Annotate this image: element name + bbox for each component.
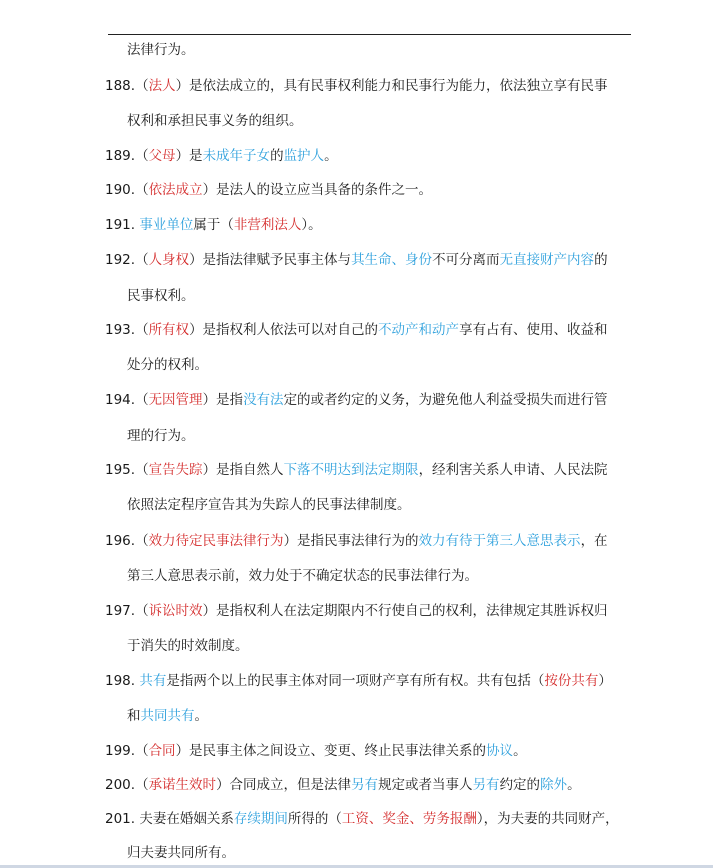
text-run: 归夫妻共同所有。 xyxy=(127,845,235,861)
text-line xyxy=(105,390,608,410)
key-phrase: 不动产和动产 xyxy=(378,322,460,338)
text-run: 188. xyxy=(105,78,136,94)
answer-term: 无因管理 xyxy=(148,392,203,408)
key-phrase: 效力有待于第三人意思表示 xyxy=(418,533,581,549)
text-line xyxy=(105,601,608,621)
text-run: 的 xyxy=(594,252,608,268)
text-run: 195. xyxy=(105,462,136,478)
text-run: 依照法定程序宣告其为失踪人的民事法律制度。 xyxy=(127,497,411,513)
text-run: （ xyxy=(135,603,149,619)
text-run: ）是法人的设立应当具备的条件之一。 xyxy=(202,182,433,198)
text-line xyxy=(127,426,195,446)
text-run: （ xyxy=(135,462,149,478)
text-line xyxy=(105,775,581,795)
text-run: 191. xyxy=(105,217,140,233)
text-run: 。 xyxy=(567,777,581,793)
text-run: 享有占有、使用、收益和 xyxy=(459,322,608,338)
text-run: 。 xyxy=(324,148,338,164)
text-run: 权利和承担民事义务的组织。 xyxy=(127,113,303,129)
text-run: 是指两个以上的民事主体对同一项财产享有所有权。共有包括（ xyxy=(166,673,545,689)
text-line xyxy=(105,809,619,829)
text-run: 民事权利。 xyxy=(127,288,195,304)
text-run: 201. xyxy=(105,811,140,827)
text-line xyxy=(105,741,527,761)
text-line xyxy=(105,146,338,166)
key-phrase: 其生命、身份 xyxy=(351,252,433,268)
text-run: 理的行为。 xyxy=(127,428,195,444)
text-run: 和 xyxy=(127,708,141,724)
text-run: 属于（ xyxy=(193,217,234,233)
text-run: 处分的权利。 xyxy=(127,357,208,373)
text-line xyxy=(127,843,235,863)
text-run: （ xyxy=(135,743,149,759)
text-run: 197. xyxy=(105,603,136,619)
answer-term: 法人 xyxy=(148,78,176,94)
answer-term: 依法成立 xyxy=(148,182,203,198)
text-run: ）是 xyxy=(175,148,203,164)
key-phrase: 另有 xyxy=(472,777,500,793)
text-run: ）是指自然人 xyxy=(202,462,284,478)
text-line xyxy=(127,636,249,656)
text-run: ）是指权利人在法定期限内不行使自己的权利，法律规定其胜诉权归 xyxy=(202,603,608,619)
text-run: 第三人意思表示前，效力处于不确定状态的民事法律行为。 xyxy=(127,568,478,584)
text-run: 于消失的时效制度。 xyxy=(127,638,249,654)
key-phrase: 下落不明达到法定期限 xyxy=(283,462,419,478)
text-line xyxy=(105,250,608,270)
text-run: （ xyxy=(135,777,149,793)
answer-term: 诉讼时效 xyxy=(148,603,203,619)
text-line xyxy=(105,215,322,235)
text-run: 196. xyxy=(105,533,136,549)
text-run: 夫妻在婚姻关系 xyxy=(139,811,234,827)
key-phrase: 除外 xyxy=(540,777,568,793)
header-rule xyxy=(108,34,631,35)
text-line xyxy=(105,531,608,551)
text-run: 193. xyxy=(105,322,136,338)
text-run: 所得的（ xyxy=(287,811,342,827)
key-phrase: 事业单位 xyxy=(139,217,194,233)
text-run: （ xyxy=(135,392,149,408)
text-run: ）是指 xyxy=(202,392,244,408)
text-line xyxy=(105,671,612,691)
key-phrase: 另有 xyxy=(351,777,379,793)
text-run: 规定或者当事人 xyxy=(378,777,473,793)
key-phrase: 未成年子女 xyxy=(202,148,271,164)
answer-term: 工资、奖金、劳务报酬 xyxy=(341,811,477,827)
text-run: （ xyxy=(135,252,149,268)
answer-term: 合同 xyxy=(148,743,176,759)
key-phrase: 监护人 xyxy=(283,148,325,164)
text-run: 194. xyxy=(105,392,136,408)
text-run: 约定的 xyxy=(499,777,541,793)
text-run: 法律行为。 xyxy=(127,42,195,58)
text-line xyxy=(127,355,208,375)
text-run: 定的或者约定的义务，为避免他人利益受损失而进行管 xyxy=(283,392,608,408)
text-run: 。 xyxy=(513,743,527,759)
text-run: 不可分离而 xyxy=(432,252,500,268)
text-line xyxy=(105,460,608,480)
text-line xyxy=(127,286,195,306)
text-run: ）是依法成立的，具有民事权利能力和民事行为能力，依法独立享有民事 xyxy=(175,78,608,94)
text-line xyxy=(105,320,608,340)
answer-term: 效力待定民事法律行为 xyxy=(148,533,284,549)
key-phrase: 存续期间 xyxy=(233,811,288,827)
answer-term: 人身权 xyxy=(148,252,190,268)
text-run: 。 xyxy=(194,708,208,724)
key-phrase: 无直接财产内容 xyxy=(499,252,595,268)
text-line xyxy=(105,76,608,96)
text-line xyxy=(127,40,195,60)
text-run: （ xyxy=(135,533,149,549)
answer-term: 宣告失踪 xyxy=(148,462,203,478)
answer-term: 按份共有 xyxy=(544,673,599,689)
text-run: ）是指权利人依法可以对自己的 xyxy=(189,322,379,338)
text-line xyxy=(127,706,208,726)
text-line xyxy=(105,180,432,200)
text-run: ） xyxy=(598,673,612,689)
key-phrase: 共有 xyxy=(139,673,167,689)
text-run: ）是民事主体之间设立、变更、终止民事法律关系的 xyxy=(175,743,487,759)
text-run: （ xyxy=(135,148,149,164)
answer-term: 父母 xyxy=(148,148,176,164)
text-run: 189. xyxy=(105,148,136,164)
text-run: ）是指民事法律行为的 xyxy=(283,533,419,549)
text-run: （ xyxy=(135,78,149,94)
text-run: 200. xyxy=(105,777,136,793)
text-line xyxy=(127,495,411,515)
answer-term: 非营利法人 xyxy=(233,217,302,233)
answer-term: 承诺生效时 xyxy=(148,777,217,793)
text-run: ）合同成立，但是法律 xyxy=(216,777,352,793)
key-phrase: 没有法 xyxy=(243,392,284,408)
text-run: （ xyxy=(135,182,149,198)
text-line xyxy=(127,111,303,131)
text-run: ），为夫妻的共同财产， xyxy=(476,811,619,827)
text-run: 192. xyxy=(105,252,136,268)
answer-term: 所有权 xyxy=(148,322,190,338)
key-phrase: 协议 xyxy=(486,743,514,759)
text-run: ）。 xyxy=(301,217,322,233)
text-run: 199. xyxy=(105,743,136,759)
key-phrase: 共同共有 xyxy=(140,708,195,724)
text-line xyxy=(127,566,478,586)
text-run: ）是指法律赋予民事主体与 xyxy=(189,252,352,268)
text-run: 190. xyxy=(105,182,136,198)
text-run: （ xyxy=(135,322,149,338)
text-run: 的 xyxy=(270,148,284,164)
text-run: 198. xyxy=(105,673,140,689)
text-run: ，经利害关系人申请、人民法院 xyxy=(418,462,608,478)
text-run: ，在 xyxy=(580,533,608,549)
